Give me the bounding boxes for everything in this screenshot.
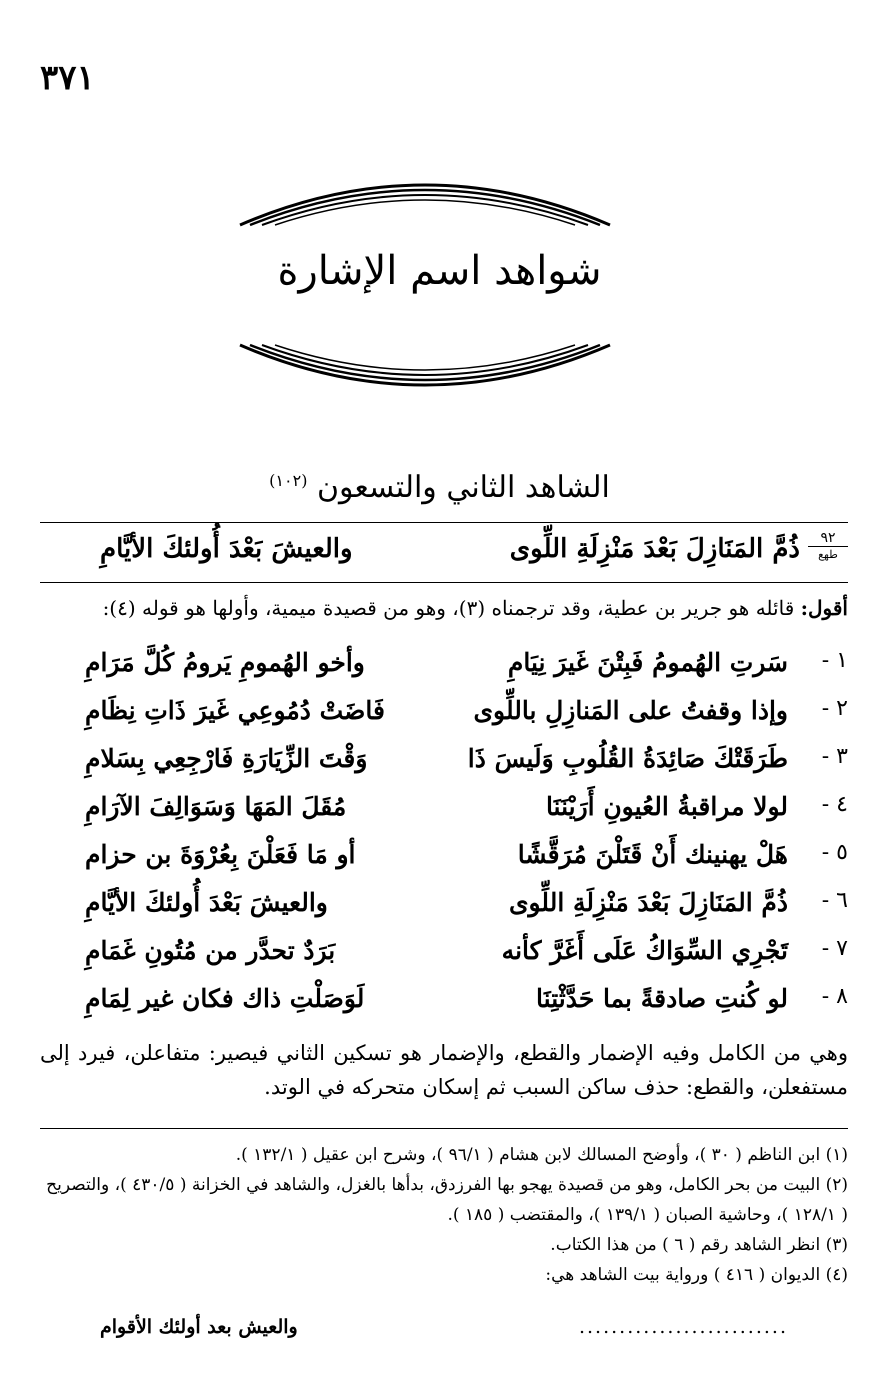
footnote-verse-hemistich: والعيش بعد أولئك الأقوام bbox=[100, 1316, 298, 1338]
verse-line bbox=[40, 784, 848, 832]
footnotes bbox=[40, 1140, 848, 1290]
verse-number: ٦ - bbox=[821, 888, 848, 913]
shahid-number-value: ٩٢ bbox=[808, 530, 848, 547]
page-number: ٣٧١ bbox=[40, 58, 95, 98]
footnote-2: (٢) البيت من بحر الكامل، وهو من قصيدة يهجو بها الفرزدق، بدأها بالغزل، والشاهد في الخزانة ( ٤٣٠/٥ )، والتصريح ( ١٢٨/١ )، وحاشية الصبان ( ١٣٩/١ )، والمقتضب ( ١٨٥ ). bbox=[46, 1175, 848, 1225]
verse-number: ٨ - bbox=[821, 984, 848, 1009]
verse-number: ٣ - bbox=[821, 744, 848, 769]
verse-line bbox=[40, 928, 848, 976]
poem-verses bbox=[40, 640, 848, 1024]
bottom-ornament bbox=[230, 340, 620, 420]
verse-hemistich-2: فَاضَتْ دُمُوعِي غَيرَ ذَاتِ نِظَامِ bbox=[85, 696, 385, 725]
verse-number: ١ - bbox=[821, 648, 848, 673]
top-rule bbox=[40, 522, 848, 523]
verse-hemistich-1: لو كُنتِ صادقةً بما حَدَّثْتِنَا bbox=[536, 984, 788, 1013]
verse-hemistich-2: بَرَدٌ تحدَّر من مُتُونِ غَمَامِ bbox=[85, 936, 336, 965]
verse-line bbox=[40, 640, 848, 688]
verse-hemistich-1: ذُمَّ المَنَازِلَ بَعْدَ مَنْزِلَةِ اللِّوى bbox=[508, 888, 788, 917]
footnote-3: (٣) انظر الشاهد رقم ( ٦ ) من هذا الكتاب. bbox=[550, 1235, 848, 1255]
bottom-rule bbox=[40, 582, 848, 583]
verse-line bbox=[40, 832, 848, 880]
verse-hemistich-1: وإذا وقفتُ على المَنازِلِ باللِّوى bbox=[473, 696, 788, 725]
shahid-hemistich-1: ذُمَّ المَنَازِلَ بَعْدَ مَنْزِلَةِ اللِّوى bbox=[509, 534, 800, 564]
verse-hemistich-1: تَجْرِي السِّوَاكُ عَلَى أَغَرَّ كأنه bbox=[501, 936, 788, 965]
verse-hemistich-2: وَقْتَ الزِّيَارَةِ فَارْجِعِي بِسَلامِ bbox=[85, 744, 368, 773]
witness-title bbox=[0, 470, 879, 505]
footnote-verse-dots: .......................... bbox=[578, 1316, 788, 1338]
shahid-verse bbox=[40, 528, 848, 578]
verse-hemistich-2: وأخو الهُمومِ يَرومُ كُلَّ مَرَامِ bbox=[85, 648, 365, 677]
verse-hemistich-1: هَلْ يهنينك أَنْ قَتَلْنَ مُرَقَّشًا bbox=[517, 840, 788, 869]
verse-line bbox=[40, 688, 848, 736]
footnote-verse bbox=[40, 1312, 848, 1352]
verse-line bbox=[40, 880, 848, 928]
shahid-hemistich-2: والعيشَ بَعْدَ أُولئكَ الأيَّامِ bbox=[100, 534, 353, 564]
witness-title-text: الشاهد الثاني والتسعون bbox=[317, 470, 610, 505]
witness-footnote-ref: (١٠٢) bbox=[269, 471, 308, 490]
verse-hemistich-2: أو مَا فَعَلْنَ بِعُرْوَةَ بن حزام bbox=[85, 840, 356, 869]
chapter-title: شواهد اسم الإشارة bbox=[277, 248, 602, 294]
verse-number: ٤ - bbox=[821, 792, 848, 817]
footnote-1: (١) ابن الناظم ( ٣٠ )، وأوضح المسالك لابن هشام ( ٩٦/١ )، وشرح ابن عقيل ( ١٣٢/١ ). bbox=[235, 1145, 848, 1165]
shahid-number bbox=[808, 530, 848, 563]
verse-hemistich-1: سَرتِ الهُمومُ فَبِتْنَ غَيرَ نِيَامِ bbox=[507, 648, 788, 677]
verse-number: ٧ - bbox=[821, 936, 848, 961]
verse-hemistich-1: لولا مراقبةُ العُيونِ أَرَيْنَنَا bbox=[545, 792, 788, 821]
intro-lead: أقول: bbox=[800, 596, 848, 620]
verse-hemistich-1: طَرَقَتْكَ صَائِدَةُ القُلُوبِ وَلَيسَ ذَا bbox=[467, 744, 788, 773]
meter-explanation: وهي من الكامل وفيه الإضمار والقطع، والإضمار هو تسكين الثاني فيصير: متفاعلن، فيرد إلى مستفعلن، والقطع: حذف ساكن السبب ثم إسكان متحركه في الوتد. bbox=[40, 1041, 848, 1099]
shahid-edition: طهع bbox=[818, 548, 838, 561]
verse-number: ٥ - bbox=[821, 840, 848, 865]
footnote-4: (٤) الديوان ( ٤١٦ ) ورواية بيت الشاهد هي: bbox=[545, 1265, 848, 1285]
verse-hemistich-2: مُقَلَ المَهَا وَسَوَالِفَ الآرَامِ bbox=[85, 792, 347, 821]
top-ornament bbox=[230, 150, 620, 230]
verse-number: ٢ - bbox=[821, 696, 848, 721]
verse-line bbox=[40, 976, 848, 1024]
intro-body: قائله هو جرير بن عطية، وقد ترجمناه (٣)، وهو من قصيدة ميمية، وأولها هو قوله (٤): bbox=[102, 596, 795, 620]
verse-hemistich-2: والعيشَ بَعْدَ أُولئكَ الأيَّامِ bbox=[85, 888, 328, 917]
footnote-rule bbox=[40, 1128, 848, 1129]
verse-hemistich-2: لَوَصَلْتِ ذاك فكان غير لِمَامِ bbox=[85, 984, 365, 1013]
intro-text bbox=[40, 596, 848, 620]
verse-line bbox=[40, 736, 848, 784]
